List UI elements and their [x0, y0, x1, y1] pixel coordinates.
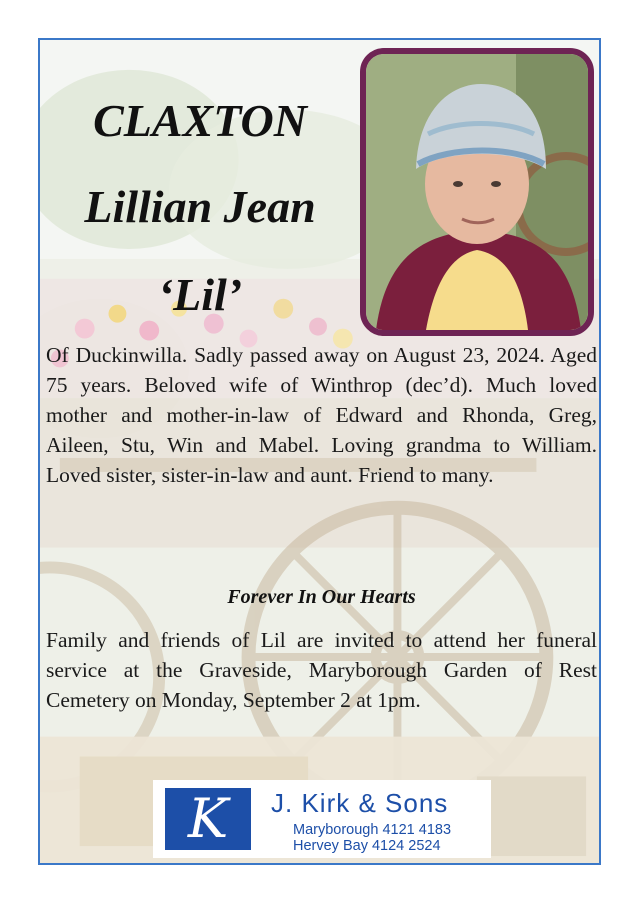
k-monogram-icon [165, 788, 251, 850]
nickname-heading: ‘Lil’ [157, 269, 243, 320]
tagline: Forever In Our Hearts [227, 586, 416, 608]
portrait-image [366, 54, 588, 330]
hervey-bay-phone: Hervey Bay 4124 2524 [293, 838, 441, 854]
obituary-card [38, 38, 601, 865]
funeral-director-logo [153, 780, 491, 858]
funeral-director-name: J. Kirk & Sons [271, 788, 449, 818]
funeral-details-paragraph: Family and friends of Lil are invited to attend her funeral service at the Graveside, Maryborough Garden of Rest Cemetery on Monday, September 2 at 1pm. [46, 628, 597, 712]
maryborough-phone: Maryborough 4121 4183 [293, 822, 452, 838]
obituary-paragraph-1: Of Duckinwilla. Sadly passed away on August 23, 2024. Aged 75 years. Beloved wife of Winthrop (dec’d). Much loved mother and mother-in-law of Edward and Rhonda, Greg, Aileen, Stu, Win and Mabel. Loving grandma to William. Loved sister, sister-in-law and aunt. Friend to many. [46, 343, 597, 487]
given-names-heading: Lillian Jean [84, 181, 316, 232]
portrait-photo [360, 48, 594, 336]
logo-letter: K [187, 787, 229, 850]
surname-heading: CLAXTON [93, 95, 307, 146]
